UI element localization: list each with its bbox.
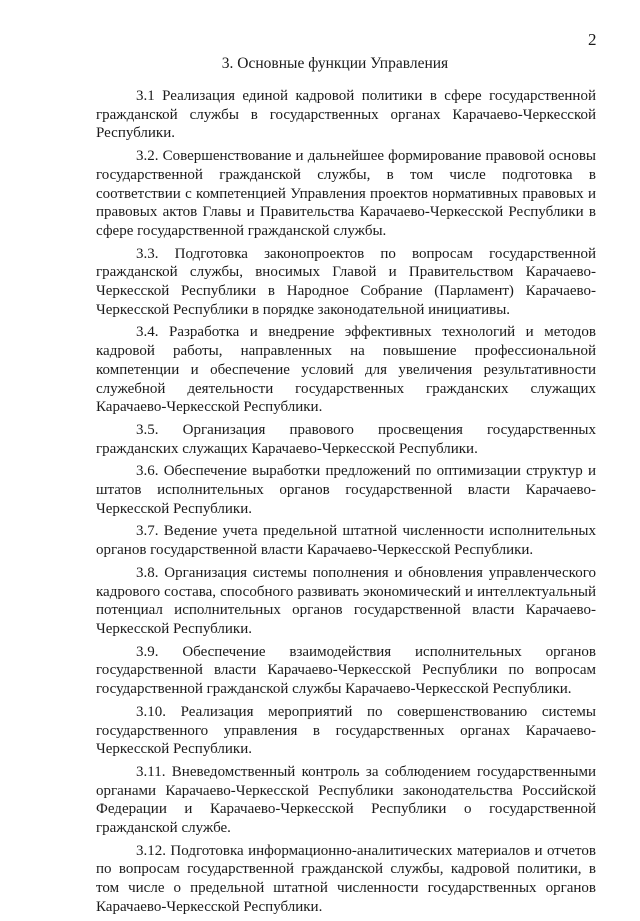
paragraph-3-9: 3.9. Обеспечение взаимодействия исполнительных органов государственной власти Карачаево-Черкесской Республики по вопросам государственной гражданской службы Карачаево-Черкесской Республики.	[96, 643, 596, 698]
paragraph-3-12: 3.12. Подготовка информационно-аналитических материалов и отчетов по вопросам государственной гражданской службы, кадровой политики, в том числе о предельной штатной численности государственных органов Карачаево-Черкесской Республики.	[96, 842, 596, 915]
paragraph-3-11: 3.11. Вневедомственный контроль за соблюдением государственными органами Карачаево-Черкесской Республики законодательства Российской Федерации и Карачаево-Черкесской Республики о государственной гражданской службе.	[96, 763, 596, 837]
paragraph-3-2: 3.2. Совершенствование и дальнейшее формирование правовой основы государственной гражданской службы, в том числе подготовка в соответствии с компетенцией Управления проектов нормативных правовых и правовых актов Главы и Правительства Карачаево-Черкесской Республики в сфере государственной гражданской службы.	[96, 148, 596, 239]
page-number: 2	[588, 30, 597, 49]
paragraph-3-8: 3.8. Организация системы пополнения и обновления управленческого кадрового состава, способного развивать экономический и интеллектуальный потенциал исполнительных органов государственной власти Карачаево-Черкесской Республики.	[96, 564, 596, 637]
paragraph-3-5: 3.5. Организация правового просвещения государственных гражданских служащих Карачаево-Черкесской Республики.	[96, 421, 596, 457]
paragraph-3-1: 3.1 Реализация единой кадровой политики в сфере государственной гражданской службы в государственных органах Карачаево-Черкесской Республики.	[96, 88, 596, 142]
document-body	[96, 87, 596, 921]
section-title: 3. Основные функции Управления	[221, 55, 449, 72]
paragraph-3-4: 3.4. Разработка и внедрение эффективных технологий и методов кадровой работы, направленных на повышение профессиональной компетенции и обеспечение условий для увеличения результативности служебной деятельности государственных гражданских служащих Карачаево-Черкесской Республики.	[96, 324, 596, 416]
paragraph-3-3: 3.3. Подготовка законопроектов по вопросам государственной гражданской службы, вносимых Главой и Правительством Карачаево-Черкесской Республики в Народное Собрание (Парламент) Карачаево-Черкесской Республики в порядке законодательной инициативы.	[96, 245, 596, 318]
paragraph-3-6: 3.6. Обеспечение выработки предложений по оптимизации структур и штатов исполнительных органов государственной власти Карачаево-Черкесской Республики.	[96, 463, 596, 517]
paragraph-3-7: 3.7. Ведение учета предельной штатной численности исполнительных органов государственной власти Карачаево-Черкесской Республики.	[96, 523, 596, 559]
paragraph-3-10: 3.10. Реализация мероприятий по совершенствованию системы государственного управления в государственных органах Карачаево-Черкесской Республики.	[96, 703, 596, 758]
